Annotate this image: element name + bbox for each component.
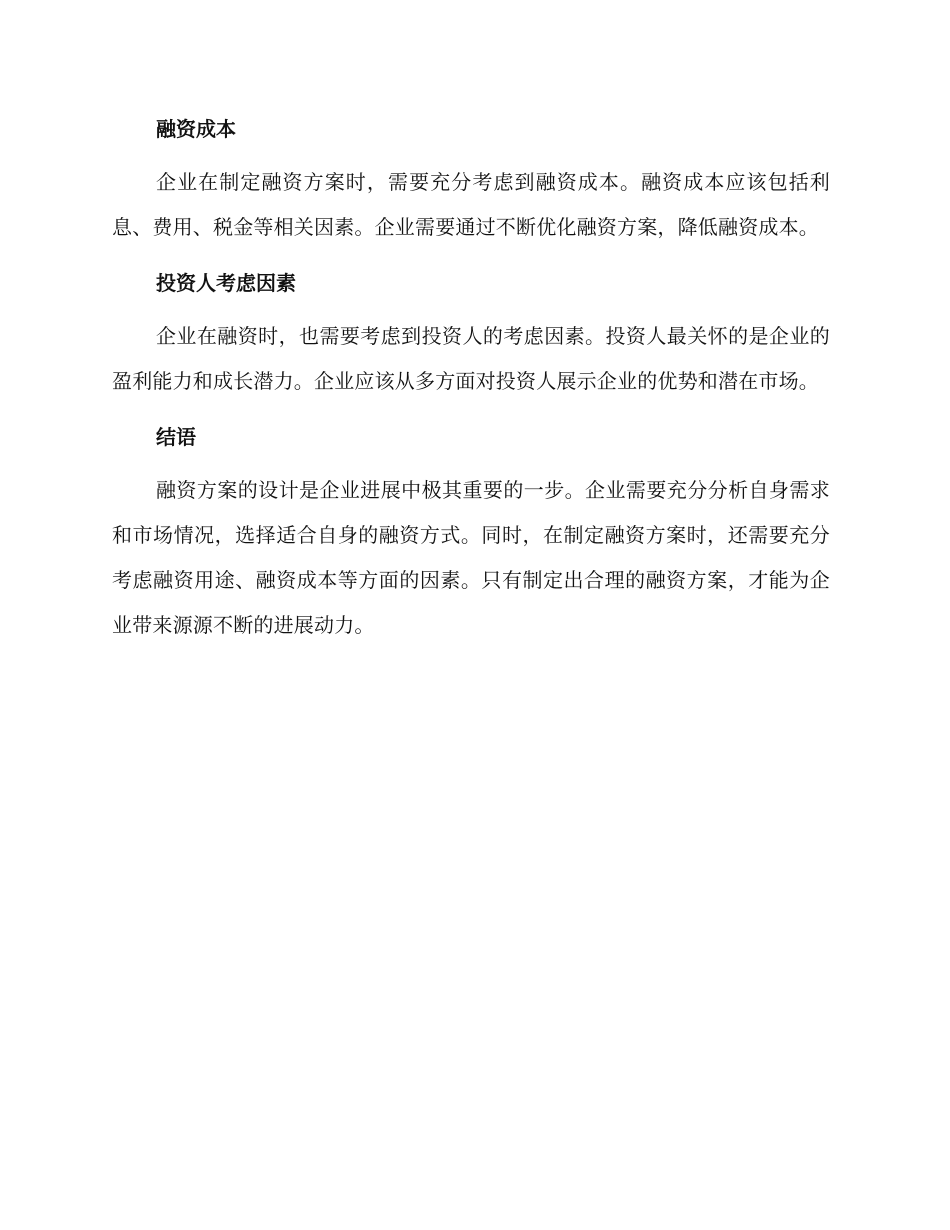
section-heading-conclusion: 结语 — [156, 425, 196, 449]
section-body-conclusion: 融资方案的设计是企业进展中极其重要的一步。企业需要充分分析自身需求和市场情况，选择适合自身的融资方式。同时，在制定融资方案时，还需要充分考虑融资用途、融资成本等方面的因素。只有制定出合理的融资方案，才能为企业带来源源不断的进展动力。 — [112, 478, 830, 637]
document-page — [112, 110, 830, 648]
section-body-financing-cost: 企业在制定融资方案时，需要充分考虑到融资成本。融资成本应该包括利息、费用、税金等相关因素。企业需要通过不断优化融资方案，降低融资成本。 — [112, 170, 830, 239]
section-heading-financing-cost: 融资成本 — [156, 117, 236, 141]
section-body-investor-factors: 企业在融资时，也需要考虑到投资人的考虑因素。投资人最关怀的是企业的盈利能力和成长潜力。企业应该从多方面对投资人展示企业的优势和潜在市场。 — [112, 324, 830, 393]
section-heading-investor-factors: 投资人考虑因素 — [156, 271, 296, 295]
